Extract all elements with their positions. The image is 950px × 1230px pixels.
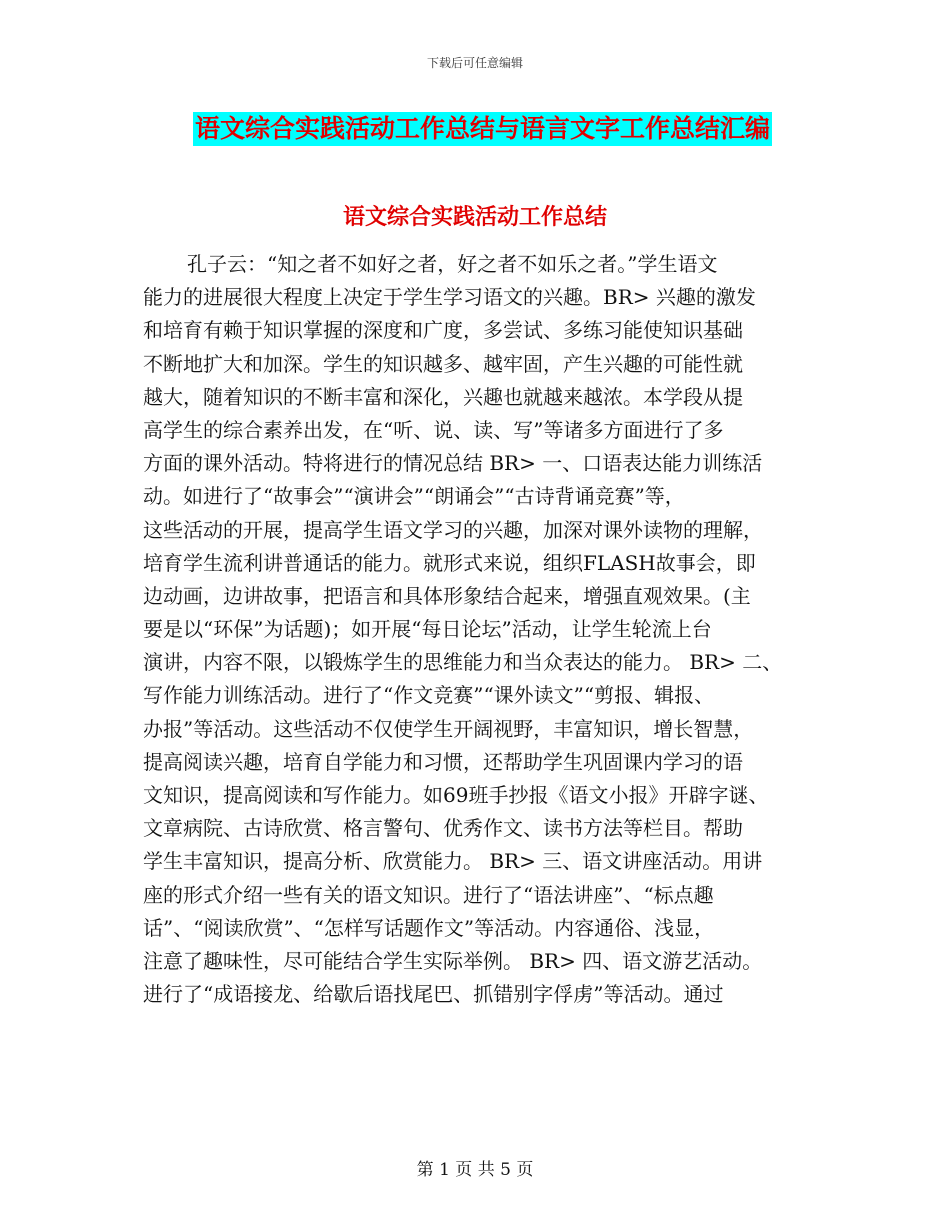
body-line: 能力的进展很大程度上决定于学生学习语文的兴趣。BR> 兴趣的激发 <box>143 285 756 310</box>
body-line: 方面的课外活动。特将进行的情况总结 BR> 一、口语表达能力训练活 <box>143 451 763 476</box>
body-line: 这些活动的开展，提高学生语文学习的兴趣，加深对课外读物的理解， <box>143 517 763 542</box>
body-line: 文知识，提高阅读和写作能力。如69班手抄报《语文小报》开辟字谜、 <box>143 783 769 807</box>
body-line: 进行了“成语接龙、给歇后语找尾巴、抓错别字俘虏”等活动。通过 <box>143 982 724 1007</box>
body-line: 要是以“环保”为话题)；如开展“每日论坛”活动，让学生轮流上台 <box>143 617 712 642</box>
body-line: 和培育有赖于知识掌握的深度和广度，多尝试、多练习能使知识基础 <box>143 318 743 343</box>
body-line: 高学生的综合素养出发，在“听、说、读、写”等诸多方面进行了多 <box>143 417 724 442</box>
body-line: 越大，随着知识的不断丰富和深化，兴趣也就越来越浓。本学段从提 <box>143 384 743 409</box>
document-main-title: 语文综合实践活动工作总结与语言文字工作总结汇编 <box>193 112 772 146</box>
body-line: 座的形式介绍一些有关的语文知识。进行了“语法讲座”、“标点趣 <box>143 882 714 907</box>
body-line: 话”、“阅读欣赏”、“怎样写话题作文”等活动。内容通俗、浅显， <box>143 915 715 940</box>
body-line: 注意了趣味性，尽可能结合学生实际举例。 BR> 四、语文游艺活动。 <box>143 948 763 973</box>
body-line: 孔子云：“知之者不如好之者，好之者不如乐之者。”学生语文 <box>187 252 718 276</box>
body-line: 办报”等活动。这些活动不仅使学生开阔视野，丰富知识，增长智慧， <box>143 716 754 741</box>
body-line: 动。如进行了“故事会”“演讲会”“朗诵会”“古诗背诵竞赛”等， <box>143 484 685 509</box>
body-line: 写作能力训练活动。进行了“作文竞赛”“课外读文”“剪报、辑报、 <box>143 683 715 708</box>
body-line: 培育学生流利讲普通话的能力。就形式来说，组织FLASH故事会，即 <box>143 550 756 575</box>
page-header-note: 下载后可任意编辑 <box>426 56 523 70</box>
body-line: 演讲，内容不限，以锻炼学生的思维能力和当众表达的能力。 BR> 二、 <box>143 650 783 675</box>
page-footer-number: 第 1 页 共 5 页 <box>416 1160 534 1180</box>
body-line: 不断地扩大和加深。学生的知识越多、越牢固，产生兴趣的可能性就 <box>143 351 743 376</box>
body-line: 边动画，边讲故事，把语言和具体形象结合起来，增强直观效果。(主 <box>143 583 751 608</box>
section-title: 语文综合实践活动工作总结 <box>342 204 607 230</box>
body-line: 学生丰富知识，提高分析、欣赏能力。 BR> 三、语文讲座活动。用讲 <box>143 849 763 874</box>
body-text <box>143 248 823 1011</box>
body-line: 文章病院、古诗欣赏、格言警句、优秀作文、读书方法等栏目。帮助 <box>143 816 743 841</box>
body-line: 提高阅读兴趣，培育自学能力和习惯，还帮助学生巩固课内学习的语 <box>143 749 743 774</box>
